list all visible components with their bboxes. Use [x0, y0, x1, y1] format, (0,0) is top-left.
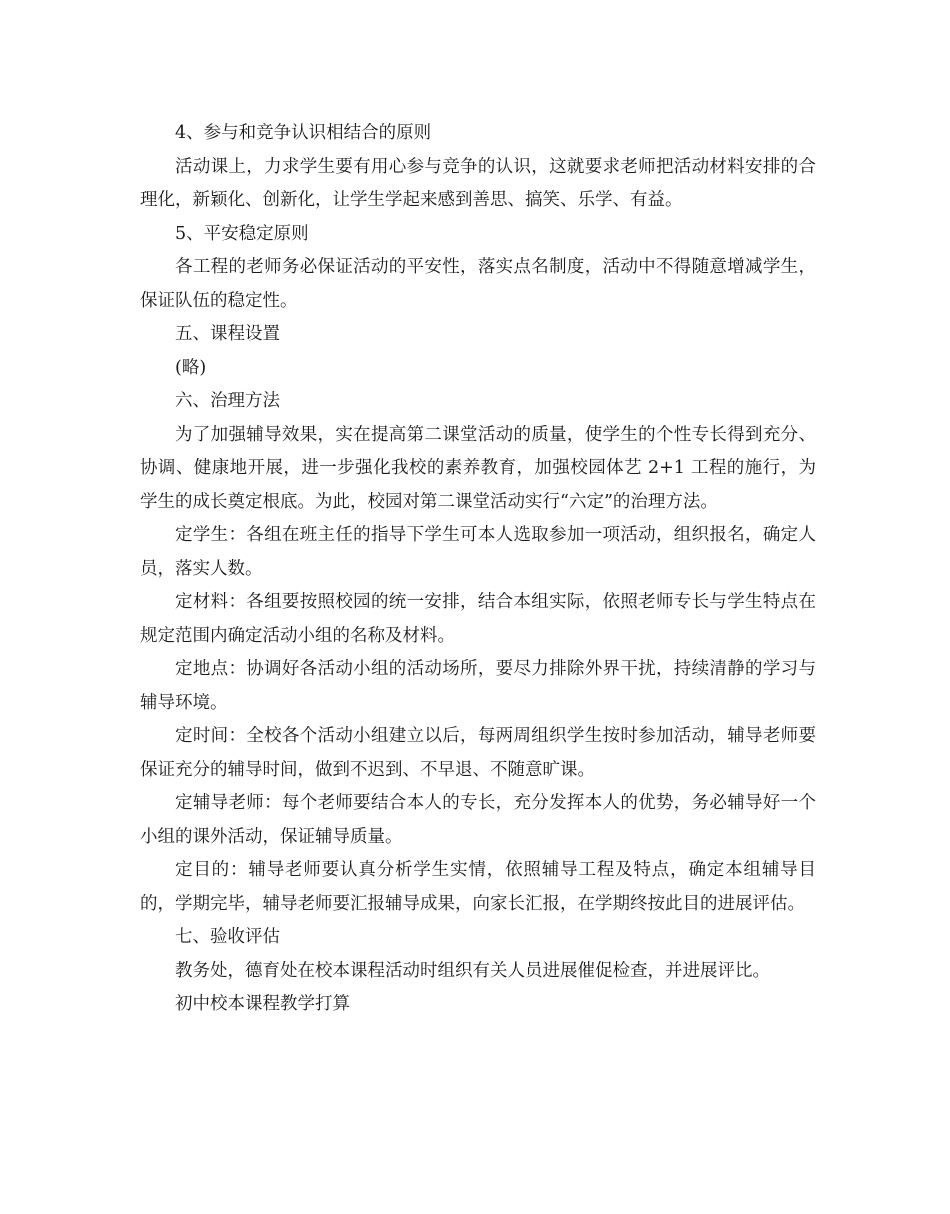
body-paragraph: 定地点：协调好各活动小组的活动场所，要尽力排除外界干扰，持续清静的学习与辅导环境。 — [140, 659, 816, 713]
section-heading: 六、治理方法 — [175, 391, 280, 411]
section-heading: 七、验收评估 — [175, 927, 280, 947]
document-title: 初中校本课程教学打算 — [175, 994, 350, 1014]
body-paragraph: 定材料：各组要按照校园的统一安排，结合本组实际，依照老师专长与学生特点在规定范围内确定活动小组的名称及材料。 — [140, 592, 816, 646]
section-heading: 五、课程设置 — [175, 324, 280, 344]
section-heading: 5、平安稳定原则 — [175, 223, 309, 244]
body-paragraph: 各工程的老师务必保证活动的平安性，落实点名制度，活动中不得随意增减学生，保证队伍的稳定性。 — [140, 257, 816, 311]
body-paragraph: 为了加强辅导效果，实在提高第二课堂活动的质量，使学生的个性专长得到充分、协调、健康地开展，进一步强化我校的素养教育，加强校园体艺 2+1 工程的施行，为学生的成长奠定根底。为此，校园对第二课堂活动实行“六定”的治理方法。 — [140, 424, 816, 512]
body-paragraph: 定时间：全校各个活动小组建立以后，每两周组织学生按时参加活动，辅导老师要保证充分的辅导时间，做到不迟到、不早退、不随意旷课。 — [140, 726, 816, 780]
body-paragraph: 定辅导老师：每个老师要结合本人的专长，充分发挥本人的优势，务必辅导好一个小组的课外活动，保证辅导质量。 — [140, 793, 816, 847]
body-paragraph: 定目的：辅导老师要认真分析学生实情，依照辅导工程及特点，确定本组辅导目的，学期完毕，辅导老师要汇报辅导成果，向家长汇报，在学期终按此目的进展评估。 — [140, 860, 816, 914]
body-paragraph: 定学生：各组在班主任的指导下学生可本人选取参加一项活动，组织报名，确定人员，落实人数。 — [140, 525, 816, 579]
body-paragraph: (略) — [175, 357, 207, 378]
section-heading: 4、参与和竞争认识相结合的原则 — [175, 123, 432, 143]
body-paragraph: 活动课上，力求学生要有用心参与竞争的认识，这就要求老师把活动材料安排的合理化，新颖化、创新化，让学生学起来感到善思、搞笑、乐学、有益。 — [140, 156, 816, 210]
body-paragraph: 教务处，德育处在校本课程活动时组织有关人员进展催促检查，并进展评比。 — [175, 960, 770, 981]
